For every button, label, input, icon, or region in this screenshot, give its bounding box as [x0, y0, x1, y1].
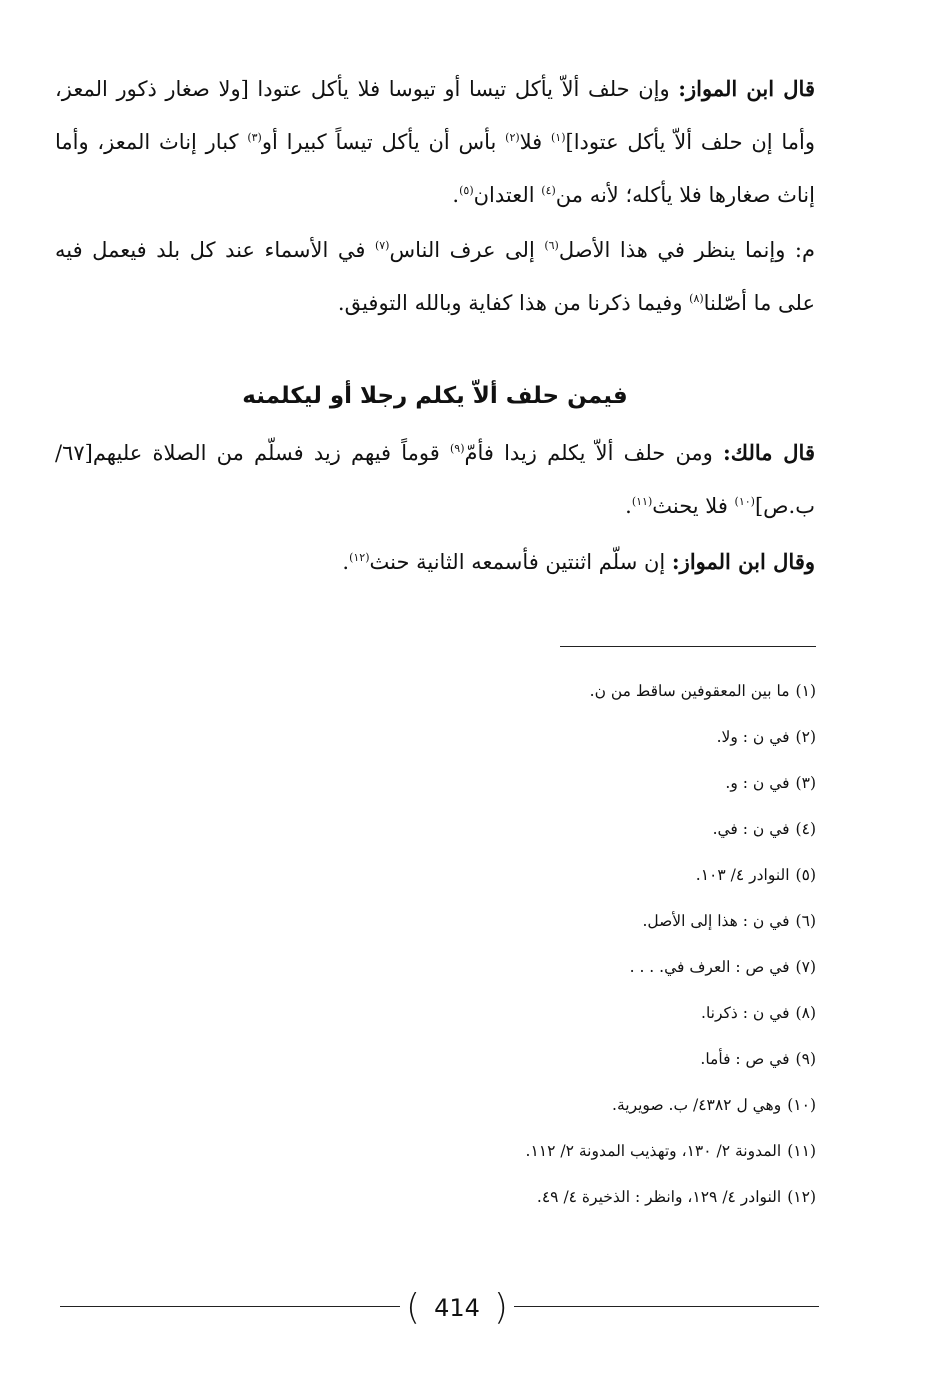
footnote-text: وهي ل ٤٣٨٢/ ب. صويرية. — [612, 1096, 782, 1114]
main-text — [55, 62, 815, 589]
footnote-number: (١٠) — [787, 1096, 816, 1114]
text-run: وإن حلف ألاّ يأكل تيسا أو تيوسا فلا يأكل عتودا [ولا صغار ذكور المعز، وأما إن حلف ألاّ يأكل عتودا] — [55, 77, 815, 154]
footnote-item — [300, 1174, 816, 1220]
text-run: بأس أن يأكل تيساً كبيرا أو — [261, 130, 506, 154]
footnote-number: (٢) — [795, 728, 816, 746]
bracket-right: ) — [493, 1287, 508, 1328]
page-number-rule-left — [60, 1306, 400, 1307]
footnote-item — [300, 760, 816, 806]
text-run: م: وإنما ينظر في هذا الأصل — [558, 238, 815, 262]
paragraph-1 — [55, 62, 815, 222]
speaker-label: وقال ابن المواز: — [671, 549, 815, 574]
footnote-text: في ن : ولا. — [716, 728, 790, 746]
footnote-item — [300, 806, 816, 852]
text-run: فلا يحنث — [652, 494, 735, 518]
footnote-text: ما بين المعقوفين ساقط من ن. — [589, 682, 790, 700]
footnote-number: (٣) — [795, 774, 816, 792]
footnote-number: (١١) — [787, 1142, 816, 1160]
page-number-box — [400, 1288, 514, 1328]
text-run: ومن حلف ألاّ يكلم زيدا فأمّ — [464, 441, 723, 465]
footnote-ref[interactable]: (٥) — [459, 184, 474, 197]
footnote-text: في ص : العرف في. . . . — [629, 958, 790, 976]
footnote-item — [300, 1128, 816, 1174]
footnote-item — [300, 1082, 816, 1128]
footnote-ref[interactable]: (١) — [551, 131, 566, 144]
page-number-rule-right — [514, 1306, 819, 1307]
footnotes-list — [300, 668, 816, 1220]
text-run: قوماً فيهم زيد فسلّم من الصلاة عليهم[٦٧/ ب.ص] — [55, 441, 815, 518]
footnote-text: النوادر ٤/ ١٢٩، وانظر : الذخيرة ٤/ ٤٩. — [536, 1188, 782, 1206]
text-run: إلى عرف الناس — [389, 238, 545, 262]
text-run: . — [342, 550, 350, 574]
paragraph-3 — [55, 426, 815, 533]
paragraph-2 — [55, 224, 815, 330]
footnote-number: (١٢) — [787, 1188, 816, 1206]
footnote-number: (٩) — [795, 1050, 816, 1068]
footnote-ref[interactable]: (٤) — [541, 184, 556, 197]
footnote-separator — [560, 646, 816, 647]
paragraph-4 — [55, 535, 815, 589]
bracket-left: ( — [406, 1287, 421, 1328]
text-run: فلا — [519, 130, 551, 154]
footnote-number: (٧) — [795, 958, 816, 976]
footnote-text: المدونة ٢/ ١٣٠، وتهذيب المدونة ٢/ ١١٢. — [525, 1142, 782, 1160]
footnote-text: النوادر ٤/ ١٠٣. — [695, 866, 790, 884]
footnote-item — [300, 852, 816, 898]
text-run: العتدان — [473, 183, 542, 207]
footnote-text: في ن : في. — [712, 820, 790, 838]
footnote-number: (٦) — [795, 912, 816, 930]
page-number: 414 — [434, 1294, 480, 1322]
text-run: وفيما ذكرنا من هذا كفاية وبالله التوفيق. — [337, 291, 690, 315]
footnote-item — [300, 990, 816, 1036]
footnote-item — [300, 668, 816, 714]
speaker-label: قال مالك: — [723, 440, 815, 465]
footnote-item — [300, 944, 816, 990]
footnote-text: في ص : فأما. — [700, 1050, 790, 1068]
text-run: كبار إناث المعز، وأما إناث صغارها فلا يأكله؛ لأنه من — [55, 130, 815, 207]
footnote-text: في ن : و. — [725, 774, 790, 792]
footnote-item — [300, 898, 816, 944]
footnote-ref[interactable]: (٣) — [247, 131, 262, 144]
footnote-ref[interactable]: (١٠) — [734, 495, 755, 508]
footnote-ref[interactable]: (٨) — [689, 292, 704, 305]
footnote-number: (٥) — [795, 866, 816, 884]
text-run: في الأسماء عند كل بلد فيعمل فيه على ما أصّلنا — [55, 238, 815, 315]
footnote-ref[interactable]: (١١) — [631, 495, 653, 508]
text-run: . — [452, 183, 460, 207]
footnote-ref[interactable]: (٦) — [544, 239, 559, 252]
footnote-item — [300, 714, 816, 760]
footnote-text: في ن : هذا إلى الأصل. — [642, 912, 790, 930]
footnote-text: في ن : ذكرنا. — [701, 1004, 790, 1022]
footnote-ref[interactable]: (٩) — [449, 442, 465, 455]
footnote-number: (٨) — [795, 1004, 816, 1022]
speaker-label: قال ابن المواز: — [678, 76, 815, 101]
footnote-ref[interactable]: (٢) — [505, 131, 520, 144]
section-heading: فيمن حلف ألاّ يكلم رجلا أو ليكلمنه — [242, 383, 628, 409]
footnote-ref[interactable]: (١٢) — [349, 551, 370, 564]
footnote-number: (٤) — [795, 820, 816, 838]
footnote-number: (١) — [795, 682, 816, 700]
footnote-item — [300, 1036, 816, 1082]
footnote-ref[interactable]: (٧) — [374, 239, 390, 252]
text-run: . — [625, 494, 632, 518]
text-run: إن سلّم اثنتين فأسمعه الثانية حنث — [369, 550, 672, 574]
